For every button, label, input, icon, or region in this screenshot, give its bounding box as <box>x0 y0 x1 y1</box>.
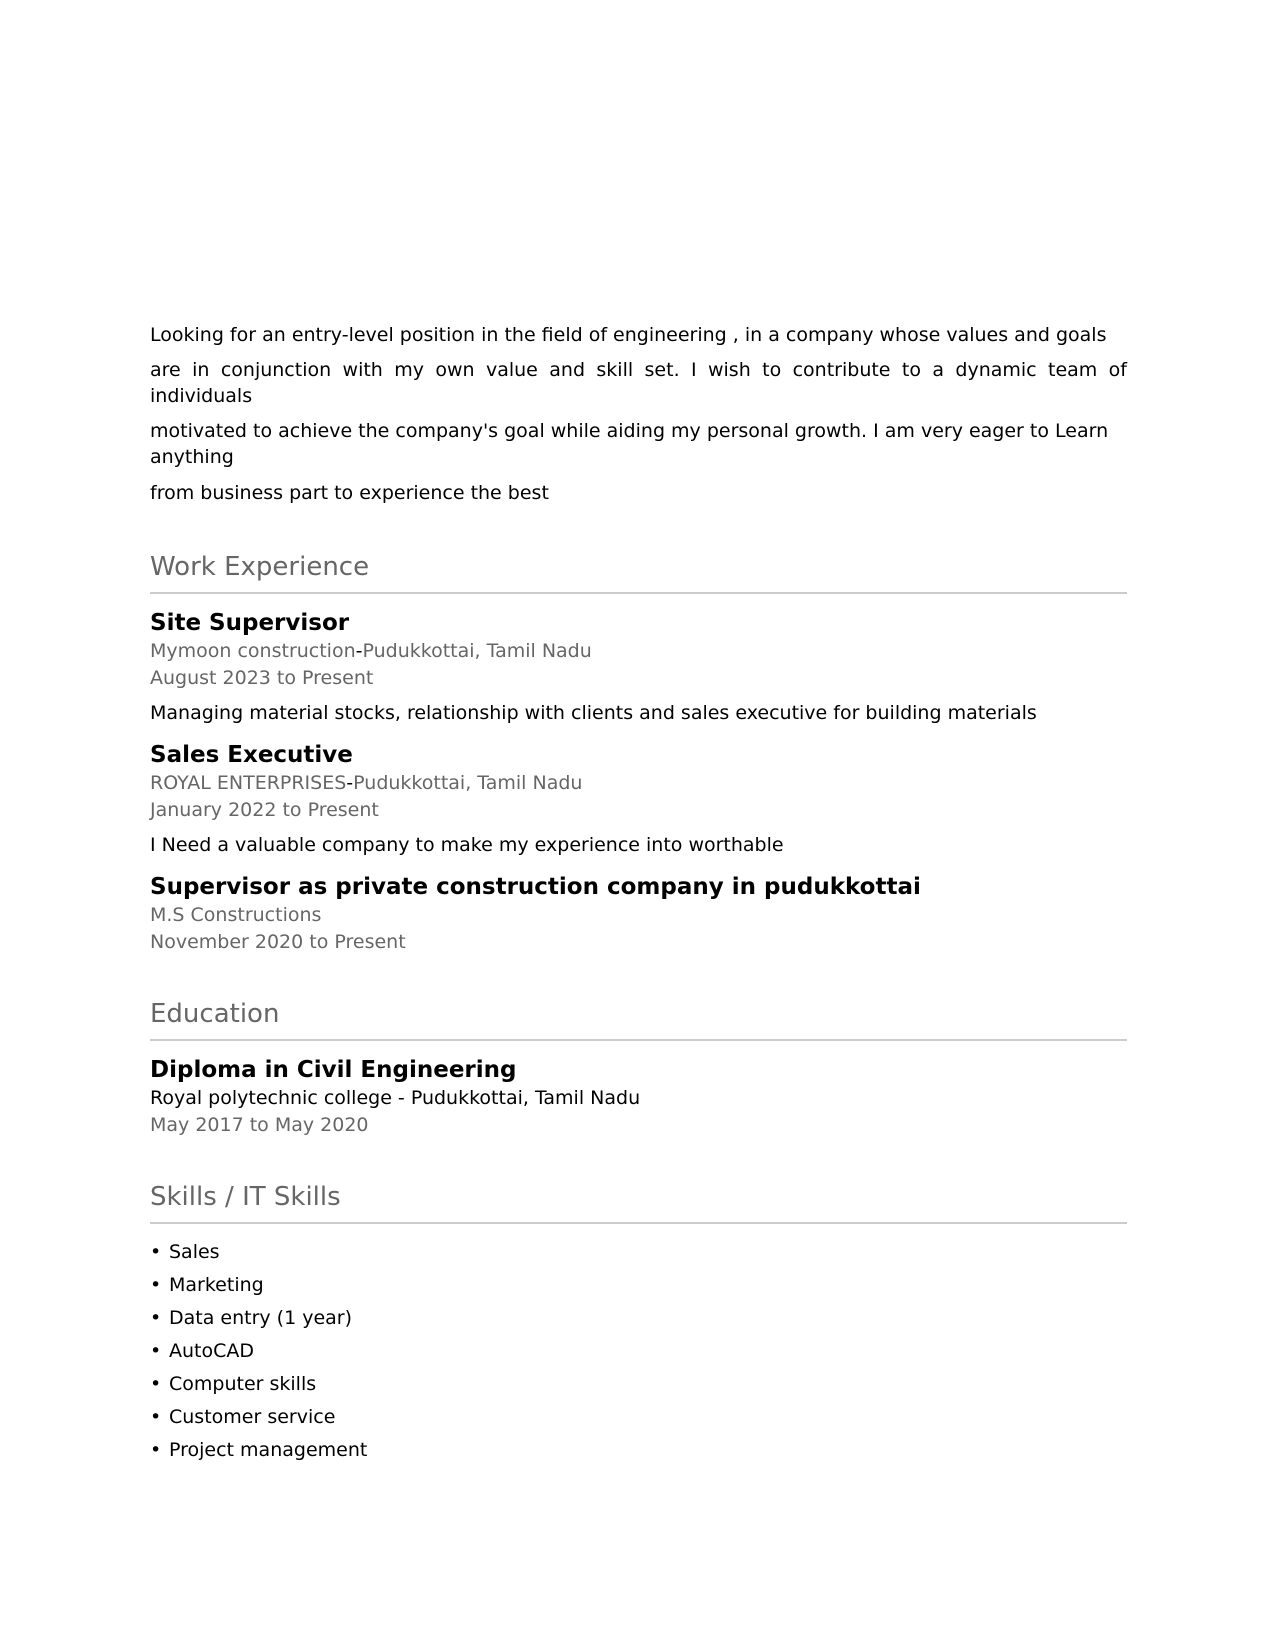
skill-label: Customer service <box>169 1406 336 1428</box>
skill-label: Marketing <box>169 1274 264 1296</box>
bullet-icon: • <box>150 1439 162 1461</box>
list-item <box>150 1236 1127 1269</box>
summary-line: motivated to achieve the company's goal while aiding my personal growth. I am very eager to Learn anything <box>150 420 1109 468</box>
list-item <box>150 1401 1127 1434</box>
list-item <box>150 1434 1127 1467</box>
bullet-icon: • <box>150 1340 162 1362</box>
school-name: Royal polytechnic college - Pudukkottai, Tamil Nadu <box>150 1087 641 1109</box>
skill-label: Computer skills <box>169 1373 317 1395</box>
bullet-icon: • <box>150 1241 162 1263</box>
summary-line: from business part to experience the best <box>150 482 549 504</box>
section-heading: Skills / IT Skills <box>150 1181 1127 1224</box>
section-heading: Work Experience <box>150 551 1127 594</box>
list-item <box>150 1302 1127 1335</box>
list-item <box>150 1368 1127 1401</box>
job-company <box>150 770 1127 797</box>
bullet-icon: • <box>150 1406 162 1428</box>
summary-line: are in conjunction with my own value and skill set. I wish to contribute to a dynamic team of individuals <box>150 359 1127 407</box>
job-title: Supervisor as private construction company in pudukkottai <box>150 874 921 900</box>
job-location: Pudukkottai, Tamil Nadu <box>362 640 592 662</box>
company-name: ROYAL ENTERPRISES <box>150 772 347 794</box>
bullet-icon: • <box>150 1307 162 1329</box>
job-company: M.S Constructions <box>150 904 322 926</box>
section-heading: Education <box>150 998 1127 1041</box>
resume-page <box>150 322 1127 1467</box>
bullet-icon: • <box>150 1373 162 1395</box>
job-dates: January 2022 to Present <box>150 799 379 821</box>
job-description: Managing material stocks, relationship with clients and sales executive for building materials <box>150 702 1037 724</box>
skill-label: Data entry (1 year) <box>169 1307 353 1329</box>
list-item <box>150 1269 1127 1302</box>
education-dates: May 2017 to May 2020 <box>150 1114 369 1136</box>
job-company <box>150 638 1127 665</box>
job-entry <box>150 872 1127 956</box>
job-dates: August 2023 to Present <box>150 667 374 689</box>
skills-list <box>150 1236 1127 1467</box>
skill-label: Sales <box>169 1241 220 1263</box>
summary <box>150 322 1127 506</box>
skill-label: AutoCAD <box>169 1340 255 1362</box>
skills-section <box>150 1181 1127 1467</box>
separator: - <box>355 640 363 662</box>
company-name: Mymoon construction <box>150 640 356 662</box>
list-item <box>150 1335 1127 1368</box>
skill-label: Project management <box>169 1439 368 1461</box>
work-experience-section <box>150 551 1127 956</box>
bullet-icon: • <box>150 1274 162 1296</box>
job-title: Sales Executive <box>150 742 353 768</box>
job-entry <box>150 608 1127 726</box>
summary-line: Looking for an entry-level position in the field of engineering , in a company whose values and goals <box>150 324 1107 346</box>
job-dates: November 2020 to Present <box>150 931 406 953</box>
job-entry <box>150 740 1127 858</box>
education-section <box>150 998 1127 1139</box>
job-title: Site Supervisor <box>150 610 350 636</box>
education-entry <box>150 1055 1127 1139</box>
job-location: Pudukkottai, Tamil Nadu <box>353 772 583 794</box>
job-description: I Need a valuable company to make my experience into worthable <box>150 834 784 856</box>
degree-title: Diploma in Civil Engineering <box>150 1057 517 1083</box>
separator: - <box>346 772 354 794</box>
